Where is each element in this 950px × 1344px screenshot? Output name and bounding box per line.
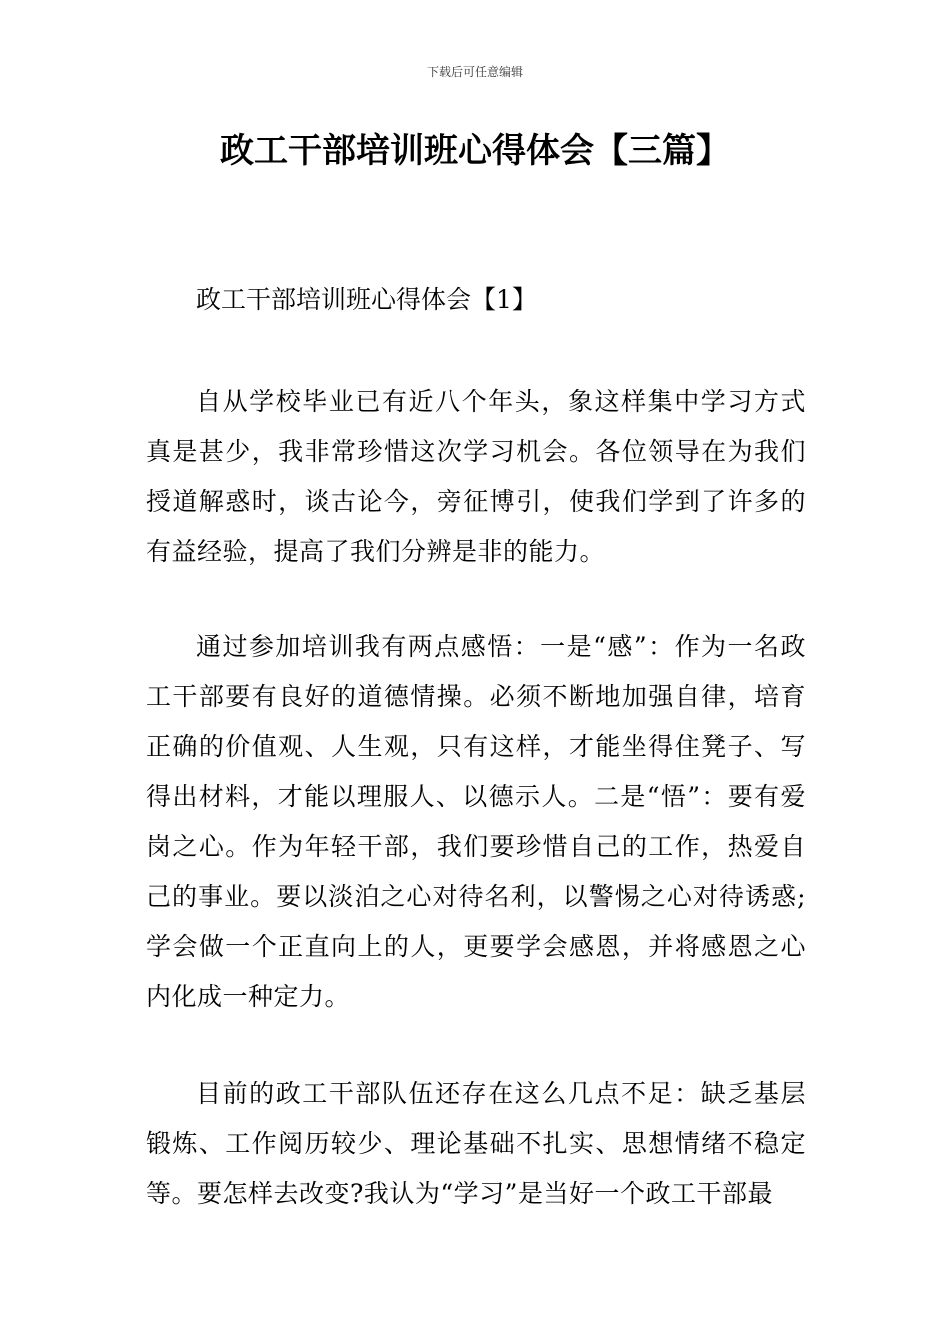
- section-heading: 政工干部培训班心得体会【1】: [196, 285, 537, 314]
- document-title: 政工干部培训班心得体会【三篇】: [220, 131, 730, 171]
- paragraph-2: 通过参加培训我有两点感悟：一是“感”：作为一名政工干部要有良好的道德情操。必须不断地加强自律，培育正确的价值观、人生观，只有这样，才能坐得住凳子、写得出材料，才能以理服人、以德示人。二是“悟”：要有爱岗之心。作为年轻干部，我们要珍惜自己的工作，热爱自己的事业。要以淡泊之心对待名利，以警惕之心对待诱惑;学会做一个正直向上的人，更要学会感恩，并将感恩之心内化成一种定力。: [146, 632, 806, 1011]
- header-note: 下载后可任意编辑: [426, 65, 523, 79]
- paragraph-1: 自从学校毕业已有近八个年头，象这样集中学习方式真是甚少，我非常珍惜这次学习机会。各位领导在为我们授道解惑时，谈古论今，旁征博引，使我们学到了许多的有益经验，提高了我们分辨是非的能力。: [146, 387, 806, 566]
- paragraph-3: 目前的政工干部队伍还存在这么几点不足：缺乏基层锻炼、工作阅历较少、理论基础不扎实、思想情绪不稳定等。要怎样去改变?我认为“学习”是当好一个政工干部最: [146, 1079, 806, 1208]
